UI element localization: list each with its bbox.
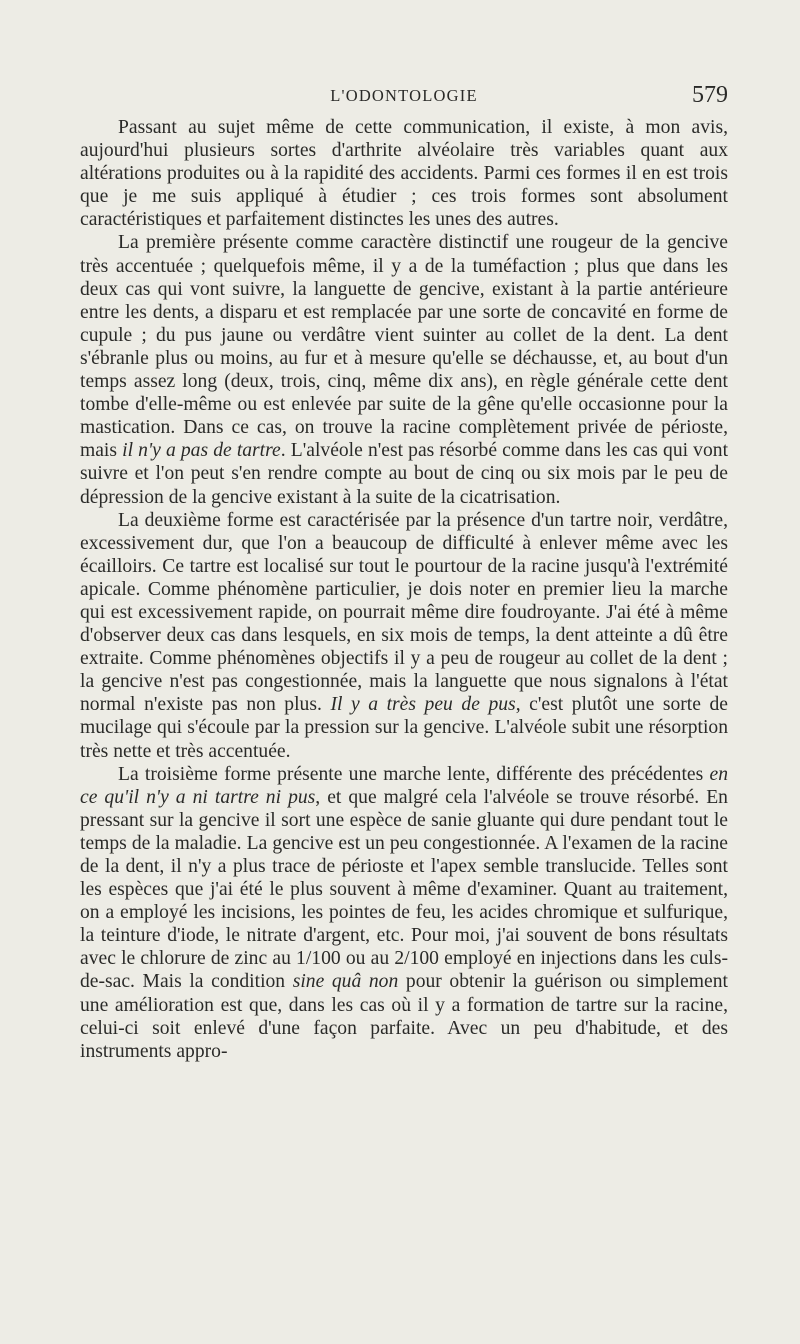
text-segment: , et que malgré cela l'alvéole se trouve résorbé. En pressant sur la gencive il sort une espèce de sanie gluante qui dure pendant tout le temps de la maladie. La gencive est un peu congestionnée. A l'examen de la racine de la dent, il n'y a plus trace de périoste et l'apex semble translucide. Telles sont les espèces que j'ai été le plus souvent à même d'examiner. Quant au traitement, on a employé les incisions, les pointes de feu, les acides chromique et sulfurique, la teinture d'iode, le nitrate d'argent, etc. Pour moi, j'ai souvent de bons résultats avec le chlorure de zinc au 1/100 ou au 2/100 employé en injections dans les culs-de-sac. Mais la condition <box>80 786 728 993</box>
text-segment: , c'est plutôt une sorte de mucilage qui s'écoule par la pression sur la gencive. L'alvéole subit une résorption très nette et très accentuée. <box>80 694 728 762</box>
journal-title: L'ODONTOLOGIE <box>330 86 478 105</box>
italic-text-segment: Il y a très peu de pus <box>330 694 516 716</box>
page-number: 579 <box>692 82 728 108</box>
paragraph-3 <box>80 509 728 763</box>
text-segment: La deuxième forme est caractérisée par la présence d'un tartre noir, verdâtre, excessivement dur, que l'on a beaucoup de difficulté à enlever même avec les écailloirs. Ce tartre est localisé sur tout le pourtour de la racine jusqu'à l'extrémité apicale. Comme phénomène particulier, je dois noter en premier lieu la marche qui est excessivement rapide, on pourrait même dire foudroyante. J'ai été à même d'observer deux cas dans lesquels, en six mois de temps, la dent atteinte a dû être extraite. Comme phénomènes objectifs il y a peu de rougeur au collet de la dent ; la gencive n'est pas congestionnée, mais la languette que nous signalons à l'état normal n'existe pas non plus. <box>80 509 728 716</box>
text-segment: pour obtenir la guérison ou simplement une amélioration est que, dans les cas où il y a formation de tartre sur la racine, celui-ci soit enlevé d'une façon parfaite. Avec un peu d'habitude, et des instruments appro- <box>80 971 728 1062</box>
italic-text-segment: il n'y a pas de tartre <box>122 440 281 462</box>
italic-text-segment: sine quâ non <box>292 971 399 993</box>
paragraph-4 <box>80 763 728 1063</box>
text-segment: La première présente comme caractère distinctif une rougeur de la gencive très accentuée ; quelquefois même, il y a de la tuméfaction ; plus que dans les deux cas qui vont suivre, la languette de gencive, existant à la partie antérieure entre les dents, a disparu et est remplacée par une sorte de concavité en forme de cupule ; du pus jaune ou verdâtre vient suinter au collet de la dent. La dent s'ébranle plus ou moins, au fur et à mesure qu'elle se déchausse, et, au bout d'un temps assez long (deux, trois, cinq, même dix ans), en règle générale cette dent tombe d'elle-même ou est enlevée par suite de la gêne qu'elle occasionne pour la mastication. Dans ce cas, on trouve la racine complètement privée de périoste, mais <box>80 232 728 462</box>
text-segment: . L'alvéole n'est pas résorbé comme dans les cas qui vont suivre et l'on peut s'en rendre compte au bout de cinq ou six mois par le peu de dépression de la gencive existant à la suite de la cicatrisation. <box>80 440 729 508</box>
text-segment: La troisième forme présente une marche lente, différente des précédentes <box>118 763 710 785</box>
italic-text-segment: en ce qu'il n'y a ni tartre ni pus <box>80 763 728 808</box>
paragraph-2 <box>80 231 728 508</box>
paragraph-1 <box>80 116 728 231</box>
text-segment: Passant au sujet même de cette communication, il existe, à mon avis, aujourd'hui plusieurs sortes d'arthrite alvéolaire très variables quant aux altérations produites ou à la rapidité des accidents. Parmi ces formes il en est trois que je me suis appliqué à étudier ; ces trois formes sont absolument caractéristiques et parfaitement distinctes les unes des autres. <box>80 117 728 231</box>
running-header <box>80 82 728 112</box>
body-text <box>80 116 728 1063</box>
